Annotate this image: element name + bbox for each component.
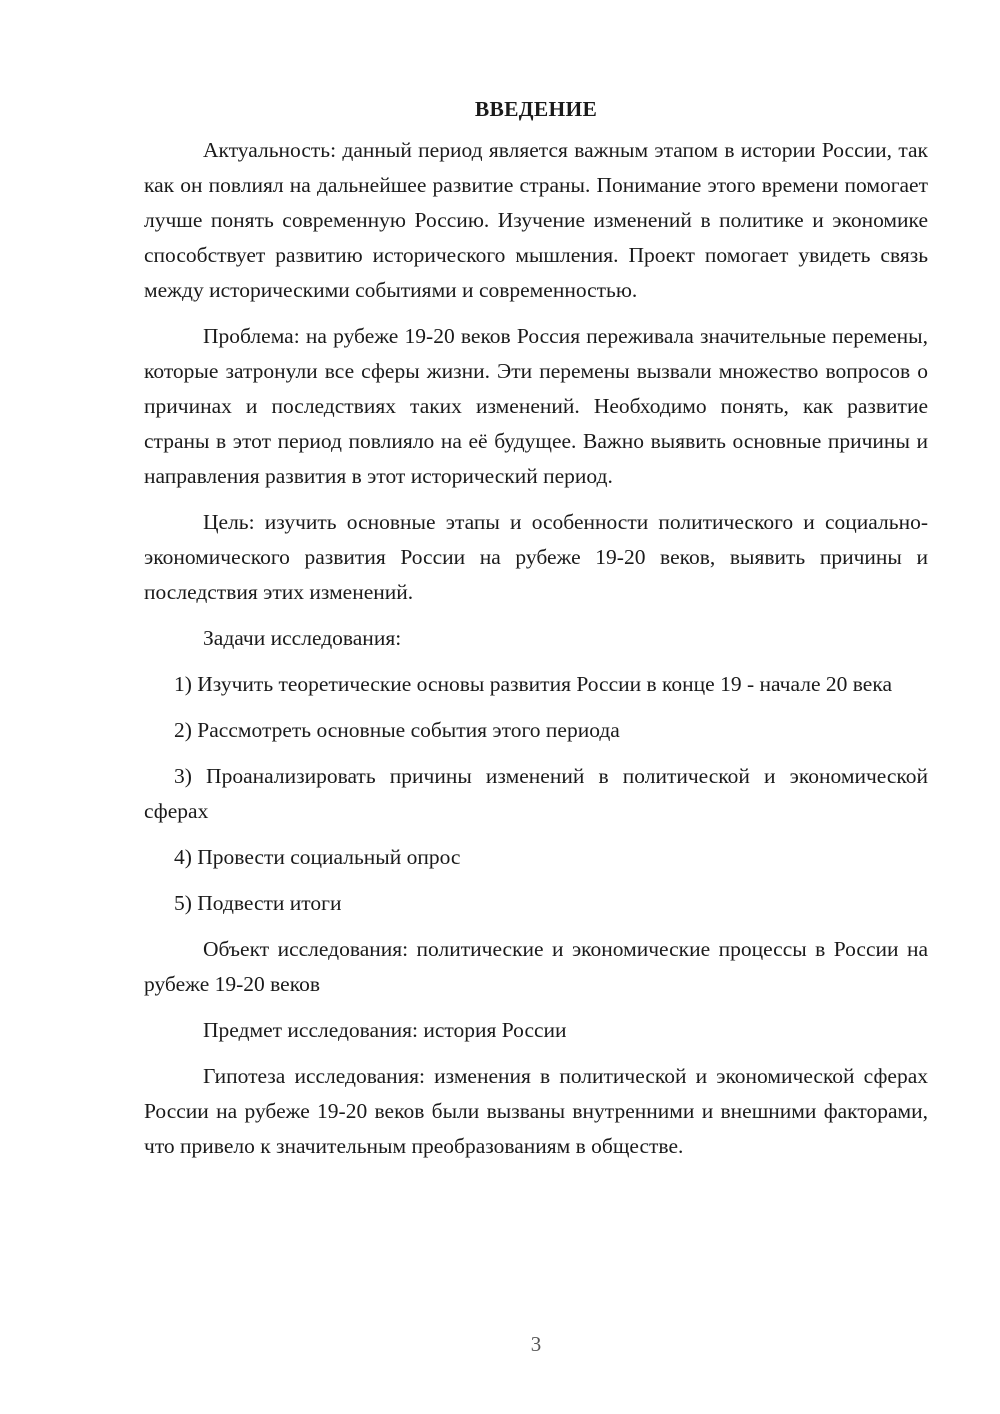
paragraph-relevance: Актуальность: данный период является важным этапом в истории России, так как он повлиял на дальнейшее развитие страны. Понимание этого времени помогает лучше понять современную Россию. Изучение изменений в политике и экономике способствует развитию исторического мышления. Проект помогает увидеть связь между историческими событиями и современностью. — [144, 138, 928, 302]
task-item-2: 2) Рассмотреть основные события этого периода — [174, 718, 620, 742]
paragraph-subject: Предмет исследования: история России — [203, 1018, 567, 1042]
task-item-1: 1) Изучить теоретические основы развития России в конце 19 - начале 20 века — [174, 672, 892, 696]
task-item-5: 5) Подвести итоги — [174, 891, 342, 915]
paragraph-goal: Цель: изучить основные этапы и особенности политического и социально-экономического развития России на рубеже 19-20 веков, выявить причины и последствия этих изменений. — [144, 510, 928, 604]
page-number: 3 — [530, 1332, 542, 1356]
section-title: ВВЕДЕНИЕ — [474, 97, 598, 121]
paragraph-hypothesis: Гипотеза исследования: изменения в политической и экономической сферах России на рубеже 19-20 веков были вызваны внутренними и внешними факторами, что привело к значительным преобразованиям в обществе. — [144, 1064, 928, 1158]
paragraph-problem: Проблема: на рубеже 19-20 веков Россия переживала значительные перемены, которые затронули все сферы жизни. Эти перемены вызвали множество вопросов о причинах и последствиях таких изменений. Необходимо понять, как развитие страны в этот период повлияло на её будущее. Важно выявить основные причины и направления развития в этот исторический период. — [144, 324, 928, 488]
document-page — [144, 92, 928, 1175]
paragraph-object: Объект исследования: политические и экономические процессы в России на рубеже 19-20 веков — [144, 937, 928, 996]
task-item-4: 4) Провести социальный опрос — [174, 845, 461, 869]
task-item-3: 3) Проанализировать причины изменений в политической и экономической сферах — [144, 764, 928, 823]
tasks-heading: Задачи исследования: — [203, 626, 402, 650]
